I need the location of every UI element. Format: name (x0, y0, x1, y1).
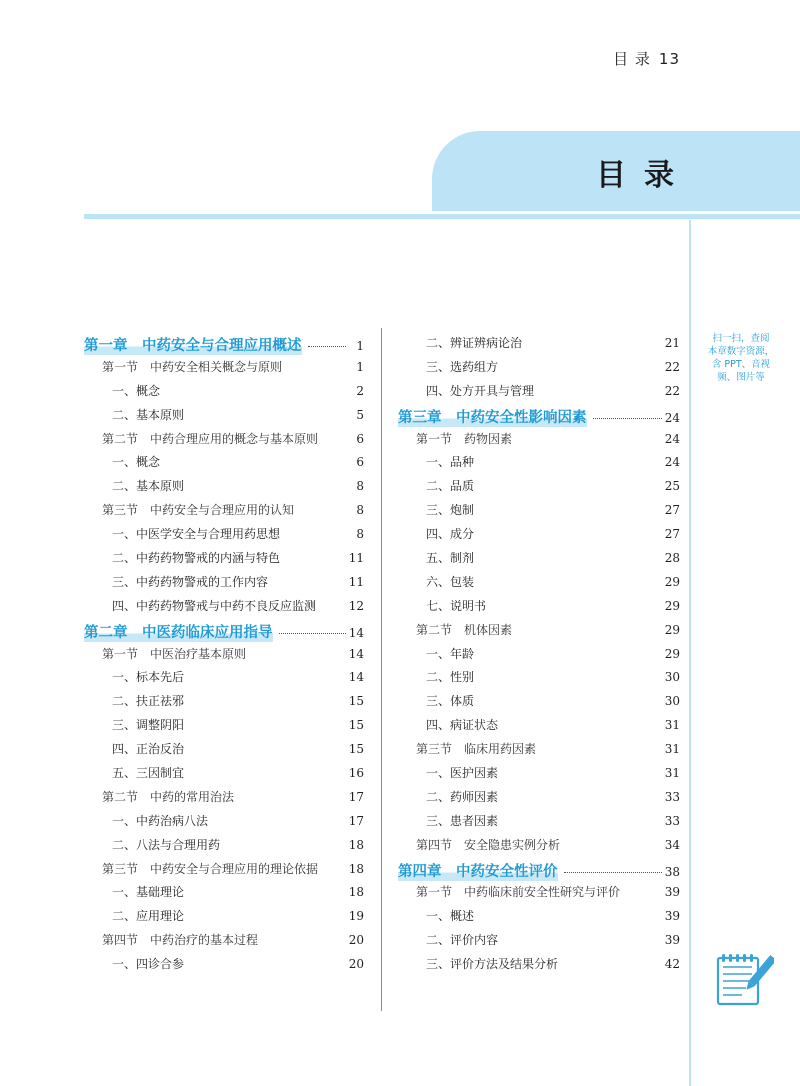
toc-section (84, 430, 364, 454)
title-rule (84, 214, 800, 219)
toc-page-number: 25 (664, 479, 680, 494)
toc-item-title: 一、概念 (112, 455, 161, 470)
toc-chapter-title: 第一章 中药安全与合理应用概述 (84, 334, 302, 355)
toc-item (398, 453, 680, 477)
notebook-pencil-icon (716, 950, 774, 1010)
note-line: 含 PPT、音视 (711, 359, 771, 370)
digital-resources-note (700, 332, 782, 384)
toc-section-title: 第二节 中药的常用治法 (102, 789, 235, 804)
toc-page-number: 12 (348, 598, 364, 613)
toc-item-title: 三、评价方法及结果分析 (426, 957, 559, 972)
toc-item-title: 三、体质 (426, 694, 475, 709)
toc-item-title: 一、四诊合参 (112, 957, 185, 972)
toc-item (84, 668, 364, 692)
toc-section (84, 931, 364, 955)
toc-section (398, 883, 680, 907)
toc-item-title: 二、药师因素 (426, 789, 499, 804)
toc-page-number: 6 (356, 431, 364, 446)
toc-item-title: 六、包装 (426, 574, 475, 589)
toc-page-number: 27 (664, 503, 680, 518)
note-line: 频、图片等 (717, 372, 765, 383)
toc-item (398, 764, 680, 788)
toc-page-number: 24 (664, 431, 680, 446)
toc-page-number: 11 (348, 574, 364, 589)
running-head-label: 目 录 (613, 50, 651, 68)
toc-leader (279, 633, 347, 634)
toc-item (84, 716, 364, 740)
toc-page-number: 34 (664, 837, 680, 852)
toc-item (398, 645, 680, 669)
toc-page-number: 14 (348, 625, 364, 640)
toc-section-title: 第二节 中药合理应用的概念与基本原则 (102, 431, 319, 446)
toc-item (84, 836, 364, 860)
toc-item-title: 三、调整阴阳 (112, 718, 185, 733)
toc-item-title: 二、品质 (426, 479, 475, 494)
margin-rule (689, 220, 691, 1086)
toc-page-number: 18 (348, 837, 364, 852)
toc-page-number: 21 (664, 336, 680, 350)
toc-item-title: 三、患者因素 (426, 813, 499, 828)
toc-chapter-title: 第三章 中药安全性影响因素 (398, 406, 587, 427)
toc-item (84, 692, 364, 716)
toc-section-title: 第四节 中药治疗的基本过程 (102, 933, 259, 948)
toc-page-number: 31 (664, 718, 680, 733)
toc-page-number: 39 (664, 909, 680, 924)
toc-leader (308, 346, 347, 347)
toc-item (398, 382, 680, 406)
toc-item-title: 一、中医学安全与合理用药思想 (112, 527, 281, 542)
toc-page-number: 8 (356, 527, 364, 542)
toc-item-title: 一、年龄 (426, 646, 475, 661)
toc-item (84, 525, 364, 549)
toc-page-number: 2 (356, 383, 364, 398)
column-divider (381, 328, 382, 1011)
toc-section-title: 第三节 临床用药因素 (416, 742, 537, 757)
toc-chapter (398, 860, 680, 884)
toc-section (398, 621, 680, 645)
toc-page-number: 14 (348, 646, 364, 661)
toc-page-number: 27 (664, 527, 680, 542)
toc-item (398, 788, 680, 812)
toc-page-number: 5 (356, 407, 364, 422)
toc-section-title: 第四节 安全隐患实例分析 (416, 837, 561, 852)
toc-page-number: 33 (664, 813, 680, 828)
toc-page-number: 29 (664, 574, 680, 589)
toc-item (84, 883, 364, 907)
toc-page-number: 14 (348, 670, 364, 685)
toc-item (84, 549, 364, 573)
toc-item-title: 一、品种 (426, 455, 475, 470)
toc-right-column (398, 334, 680, 979)
toc-section-title: 第一节 药物因素 (416, 431, 513, 446)
toc-page-number: 1 (356, 359, 364, 374)
toc-item-title: 一、标本先后 (112, 670, 185, 685)
toc-item-title: 二、应用理论 (112, 909, 185, 924)
toc-item-title: 五、三因制宜 (112, 766, 185, 781)
running-head-page-number: 13 (658, 50, 680, 68)
toc-item (398, 931, 680, 955)
toc-item (84, 477, 364, 501)
toc-item-title: 二、扶正祛邪 (112, 694, 185, 709)
toc-item-title: 七、说明书 (426, 598, 487, 613)
toc-page-number: 17 (348, 789, 364, 804)
toc-item-title: 二、评价内容 (426, 933, 499, 948)
note-line: 扫一扫，查阅 (712, 333, 770, 344)
toc-section-title: 第一节 中医治疗基本原则 (102, 646, 247, 661)
toc-item-title: 一、概述 (426, 909, 475, 924)
toc-item-title: 二、中药药物警戒的内涵与特色 (112, 551, 281, 566)
toc-chapter (84, 334, 364, 358)
toc-chapter-title: 第四章 中药安全性评价 (398, 860, 558, 881)
toc-chapter (398, 406, 680, 430)
toc-item (84, 453, 364, 477)
toc-page-number: 29 (664, 646, 680, 661)
toc-item (84, 955, 364, 979)
toc-page-number: 30 (664, 694, 680, 709)
toc-page-number: 20 (348, 957, 364, 972)
toc-page-number: 39 (664, 933, 680, 948)
toc-item (398, 668, 680, 692)
toc-section-title: 第三节 中药安全与合理应用的理论依据 (102, 861, 319, 876)
toc-item-title: 二、辨证辨病论治 (426, 336, 523, 350)
toc-left-column (84, 334, 364, 979)
toc-page-number: 29 (664, 598, 680, 613)
toc-item-title: 二、性别 (426, 670, 475, 685)
toc-page-number: 39 (664, 885, 680, 900)
toc-page-number: 15 (348, 742, 364, 757)
toc-page-number: 19 (348, 909, 364, 924)
toc-page-number: 24 (664, 455, 680, 470)
toc-item-title: 三、选药组方 (426, 359, 499, 374)
toc-item-title: 四、处方开具与管理 (426, 383, 535, 398)
toc-section-title: 第一节 中药安全相关概念与原则 (102, 359, 283, 374)
toc-section (84, 860, 364, 884)
note-line: 本章数字资源， (707, 346, 775, 357)
toc-page-number: 38 (664, 864, 680, 879)
toc-item-title: 一、概念 (112, 383, 161, 398)
toc-page-number: 20 (348, 933, 364, 948)
toc-item (398, 907, 680, 931)
toc-section (84, 788, 364, 812)
toc-page-number: 33 (664, 789, 680, 804)
toc-item (398, 597, 680, 621)
toc-item (398, 525, 680, 549)
toc-item (84, 406, 364, 430)
toc-item (398, 812, 680, 836)
toc-section (398, 836, 680, 860)
toc-item-title: 五、制剂 (426, 551, 475, 566)
toc-page-number: 11 (348, 551, 364, 566)
toc-page-number: 31 (664, 742, 680, 757)
toc-item (398, 692, 680, 716)
toc-chapter-title: 第二章 中医药临床应用指导 (84, 621, 273, 642)
toc-page-number: 17 (348, 813, 364, 828)
toc-chapter (84, 621, 364, 645)
toc-page-number: 1 (356, 339, 364, 353)
toc-section (398, 430, 680, 454)
toc-item (398, 334, 680, 358)
toc-page-number: 15 (348, 718, 364, 733)
toc-item-title: 一、医护因素 (426, 766, 499, 781)
toc-page-number: 15 (348, 694, 364, 709)
toc-section (84, 645, 364, 669)
toc-page-number: 42 (664, 957, 680, 972)
toc-item-title: 四、中药药物警戒与中药不良反应监测 (112, 598, 317, 613)
toc-item-title: 三、中药药物警戒的工作内容 (112, 574, 269, 589)
toc-section-title: 第三节 中药安全与合理应用的认知 (102, 503, 295, 518)
toc-page-number: 24 (664, 410, 680, 425)
toc-item (84, 382, 364, 406)
toc-item (398, 716, 680, 740)
toc-item (84, 812, 364, 836)
page-title: 目录 (596, 158, 692, 193)
toc-leader (564, 872, 663, 873)
toc-item (398, 549, 680, 573)
toc-item (84, 907, 364, 931)
toc-item-title: 三、炮制 (426, 503, 475, 518)
toc-item (84, 764, 364, 788)
toc-page-number: 22 (664, 359, 680, 374)
toc-item (398, 955, 680, 979)
toc-section (84, 358, 364, 382)
toc-item-title: 二、基本原则 (112, 479, 185, 494)
toc-page-number: 8 (356, 503, 364, 518)
toc-item (398, 573, 680, 597)
toc-section (84, 501, 364, 525)
toc-page-number: 28 (664, 551, 680, 566)
toc-item-title: 一、基础理论 (112, 885, 185, 900)
running-head (613, 48, 680, 69)
toc-item-title: 二、八法与合理用药 (112, 837, 221, 852)
toc-section (398, 740, 680, 764)
toc-item (398, 358, 680, 382)
toc-item-title: 一、中药治病八法 (112, 813, 209, 828)
toc-item (398, 477, 680, 501)
toc-item (84, 573, 364, 597)
toc-section-title: 第二节 机体因素 (416, 622, 513, 637)
toc-item (84, 597, 364, 621)
toc-page-number: 30 (664, 670, 680, 685)
toc-page-number: 16 (348, 766, 364, 781)
toc-page-number: 18 (348, 885, 364, 900)
toc-item-title: 二、基本原则 (112, 407, 185, 422)
toc-page-number: 18 (348, 861, 364, 876)
toc-item (84, 740, 364, 764)
toc-item-title: 四、正治反治 (112, 742, 185, 757)
toc-page-number: 8 (356, 479, 364, 494)
toc-section-title: 第一节 中药临床前安全性研究与评价 (416, 885, 621, 900)
toc-page-number: 31 (664, 766, 680, 781)
toc-item-title: 四、病证状态 (426, 718, 499, 733)
toc-item (398, 501, 680, 525)
toc-leader (593, 418, 663, 419)
toc-item-title: 四、成分 (426, 527, 475, 542)
toc-page-number: 6 (356, 455, 364, 470)
toc-page-number: 29 (664, 622, 680, 637)
toc-page-number: 22 (664, 383, 680, 398)
